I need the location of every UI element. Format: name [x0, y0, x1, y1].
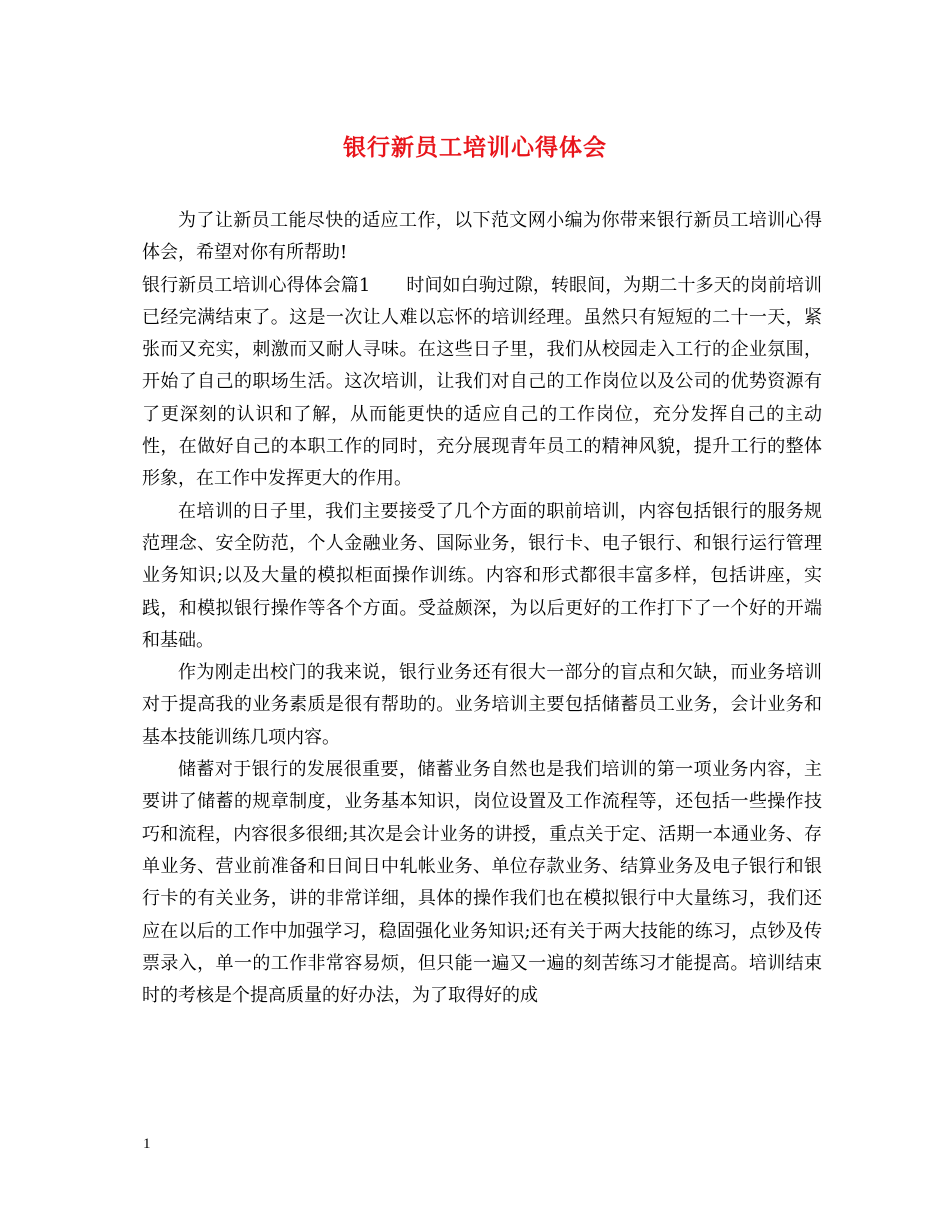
section-paragraph — [142, 270, 822, 496]
page-number: 1 — [143, 1136, 151, 1152]
document-body — [142, 205, 822, 1012]
section-paragraph-text: 时间如白驹过隙，转眼间，为期二十多天的岗前培训已经完满结束了。这是一次让人难以忘怀的培训经理。虽然只有短短的二十一天，紧张而又充实，刺激而又耐人寻味。在这些日子里，我们从校园走入工行的企业氛围，开始了自己的职场生活。这次培训，让我们对自己的工作岗位以及公司的优势资源有了更深刻的认识和了解，从而能更快的适应自己的工作岗位，充分发挥自己的主动性，在做好自己的本职工作的同时，充分展现青年员工的精神风貌，提升工行的整体形象，在工作中发挥更大的作用。 — [142, 274, 822, 490]
document-title: 银行新员工培训心得体会 — [343, 134, 607, 161]
section-heading: 银行新员工培训心得体会篇1 — [142, 274, 371, 296]
body-paragraph: 作为刚走出校门的我来说，银行业务还有很大一部分的盲点和欠缺，而业务培训对于提高我的业务素质是很有帮助的。业务培训主要包括储蓄员工业务，会计业务和基本技能训练几项内容。 — [142, 662, 822, 748]
intro-paragraph: 为了让新员工能尽快的适应工作，以下范文网小编为你带来银行新员工培训心得体会，希望对你有所帮助! — [142, 210, 822, 264]
body-paragraph: 储蓄对于银行的发展很重要，储蓄业务自然也是我们培训的第一项业务内容，主要讲了储蓄的规章制度，业务基本知识，岗位设置及工作流程等，还包括一些操作技巧和流程，内容很多很细;其次是会计业务的讲授，重点关于定、活期一本通业务、存单业务、营业前准备和日间日中轧帐业务、单位存款业务、结算业务及电子银行和银行卡的有关业务，讲的非常详细，具体的操作我们也在模拟银行中大量练习，我们还应在以后的工作中加强学习，稳固强化业务知识;还有关于两大技能的练习，点钞及传票录入，单一的工作非常容易烦，但只能一遍又一遍的刻苦练习才能提高。培训结束时的考核是个提高质量的好办法，为了取得好的成 — [142, 759, 822, 1007]
body-paragraph: 在培训的日子里，我们主要接受了几个方面的职前培训，内容包括银行的服务规范理念、安全防范，个人金融业务、国际业务，银行卡、电子银行、和银行运行管理业务知识;以及大量的模拟柜面操作训练。内容和形式都很丰富多样，包括讲座，实践，和模拟银行操作等各个方面。受益颇深，为以后更好的工作打下了一个好的开端和基础。 — [142, 500, 822, 651]
